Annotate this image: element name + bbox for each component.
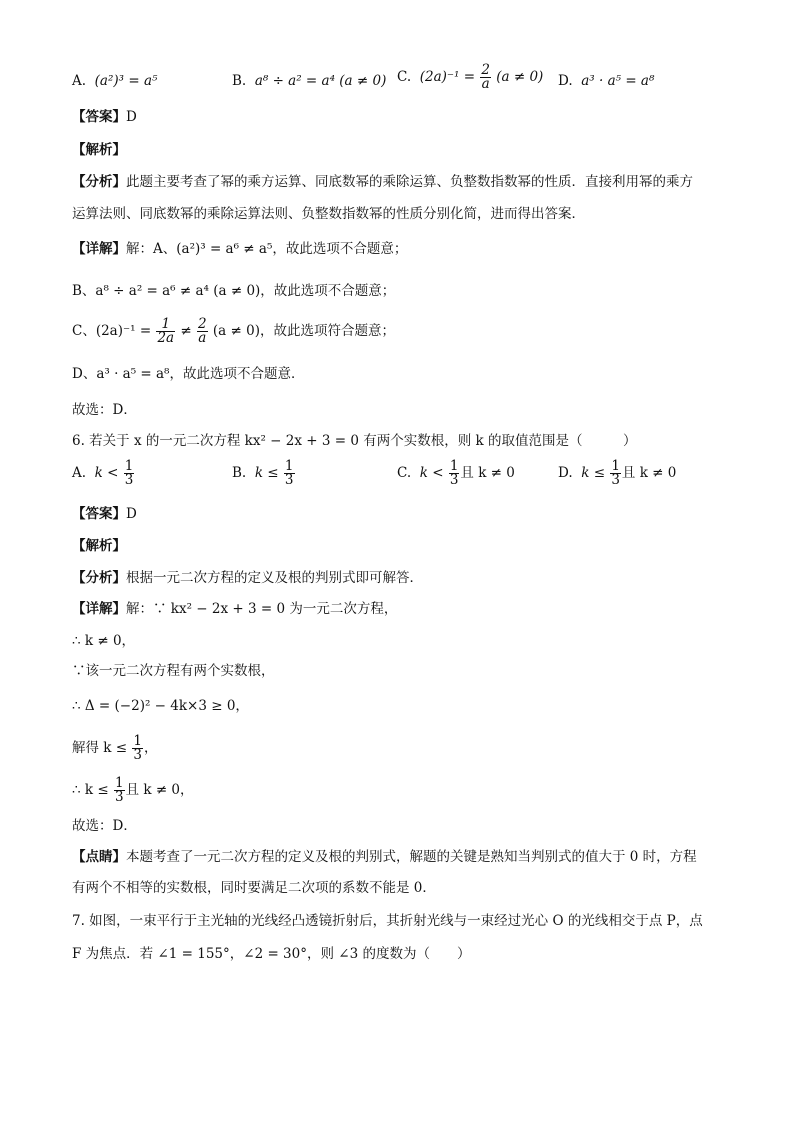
q6-detail-3: ∵该一元二次方程有两个实数根，: [72, 663, 275, 679]
q6-answer: 【答案】D: [72, 506, 137, 522]
q6-choose: 故选：D．: [72, 818, 137, 834]
q6-detail-1: 【详解】解：∵ kx² − 2x + 3 = 0 为一元二次方程，: [72, 601, 398, 617]
q6-fenxi: 【分析】根据一元二次方程的定义及根的判别式即可解答．: [72, 570, 423, 586]
q5-answer: 【答案】D: [72, 109, 137, 125]
q6-detail-6: ∴ k ≤ $\frac{1}{3}$ 且 k ≠ 0，: [72, 775, 194, 805]
q6-option-a: A. k < $\frac{1}{3}$: [72, 458, 134, 488]
q5-choose: 故选：D．: [72, 402, 137, 418]
q6-detail-4: ∴ Δ = (−2)² − 4k×3 ≥ 0，: [72, 698, 249, 714]
q5-fenxi-line2: 运算法则、同底数幂的乘除运算法则、负整数指数幂的性质分别化简，进而得出答案．: [72, 206, 585, 222]
q5-fenxi-line1: 【分析】此题主要考查了幂的乘方运算、同底数幂的乘除运算、负整数指数幂的性质．直接利用幂的乘方: [72, 174, 693, 190]
q5-detail-c: C、(2a)⁻¹ = $\frac{1}{2a}$ ≠ $\frac{2}{a}$ (a ≠ 0)，故此选项符合题意；: [72, 316, 395, 346]
q6-dianjing-line1: 【点睛】本题考查了一元二次方程的定义及根的判别式，解题的关键是熟知当判别式的值大于 0 时，方程: [72, 849, 697, 865]
q6-detail-5: 解得 k ≤ $\frac{1}{3}$ ，: [72, 733, 158, 763]
q5-option-d: D. a³ · a⁵ = a⁸: [558, 73, 655, 89]
q5-analysis-heading: 【解析】: [72, 142, 126, 158]
q7-stem-line1: 7. 如图，一束平行于主光轴的光线经凸透镜折射后，其折射光线与一束经过光心 O 的光线相交于点 P，点: [72, 913, 703, 929]
q5-detail-b: B、a⁸ ÷ a² = a⁶ ≠ a⁴ (a ≠ 0)，故此选项不合题意；: [72, 283, 396, 299]
q5-option-b: B. a⁸ ÷ a² = a⁴ (a ≠ 0): [232, 73, 387, 89]
q6-detail-2: ∴ k ≠ 0，: [72, 633, 136, 649]
q5-option-c: C. (2a)⁻¹ = $\frac{2}{a}$ (a ≠ 0): [397, 62, 544, 92]
q6-option-d: D. k ≤ $\frac{1}{3}$ 且 k ≠ 0: [558, 458, 677, 488]
q6-stem: 6. 若关于 x 的一元二次方程 kx² − 2x + 3 = 0 有两个实数根，则 k 的取值范围是（ ）: [72, 433, 637, 449]
q5-option-a: A. (a²)³ = a⁵: [72, 73, 158, 89]
q6-analysis-heading: 【解析】: [72, 538, 126, 554]
q6-option-c: C. k < $\frac{1}{3}$ 且 k ≠ 0: [397, 458, 515, 488]
q6-option-b: B. k ≤ $\frac{1}{3}$: [232, 458, 294, 488]
q7-stem-line2: F 为焦点．若 ∠1 = 155°，∠2 = 30°，则 ∠3 的度数为（ ）: [72, 946, 471, 962]
q6-dianjing-line2: 有两个不相等的实数根，同时要满足二次项的系数不能是 0．: [72, 880, 436, 896]
q5-detail-d: D、a³ · a⁵ = a⁸，故此选项不合题意．: [72, 366, 305, 382]
q5-detail-a: 【详解】解：A、(a²)³ = a⁶ ≠ a⁵，故此选项不合题意；: [72, 241, 408, 257]
